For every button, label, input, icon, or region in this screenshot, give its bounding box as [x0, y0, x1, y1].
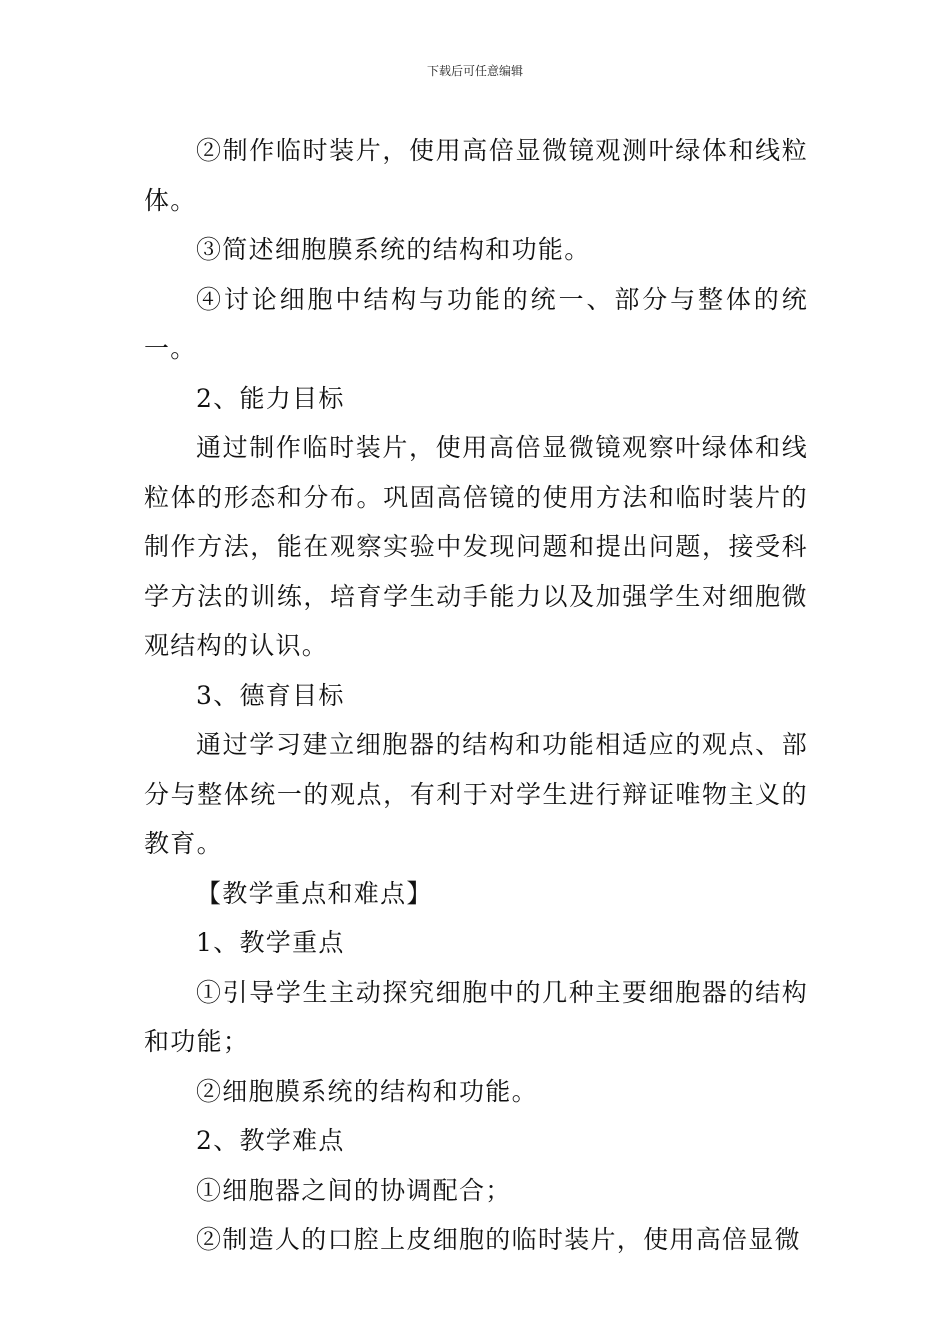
paragraph: ①细胞器之间的协调配合； — [196, 1175, 512, 1205]
document-body — [144, 126, 808, 1265]
paragraph: 通过制作临时装片，使用高倍显微镜观察叶绿体和线粒体的形态和分布。巩固高倍镜的使用方法和临时装片的制作方法，能在观察实验中发现问题和提出问题，接受科学方法的训练，培育学生动手能力以及加强学生对细胞微观结构的认识。 — [144, 433, 808, 660]
section-heading: 2、能力目标 — [196, 383, 345, 413]
section-heading: 1、教学重点 — [196, 928, 345, 957]
section-heading: 2、教学难点 — [196, 1126, 345, 1155]
paragraph: ④讨论细胞中结构与功能的统一、部分与整体的统一。 — [144, 284, 808, 363]
paragraph: ②细胞膜系统的结构和功能。 — [196, 1076, 538, 1106]
section-heading: 3、德育目标 — [196, 680, 345, 710]
paragraph: 通过学习建立细胞器的结构和功能相适应的观点、部分与整体统一的观点，有利于对学生进行辩证唯物主义的教育。 — [144, 730, 808, 858]
paragraph: ②制作临时装片，使用高倍显微镜观测叶绿体和线粒体。 — [144, 136, 808, 215]
paragraph: ①引导学生主动探究细胞中的几种主要细胞器的结构和功能； — [144, 977, 808, 1056]
section-heading: 【教学重点和难点】 — [196, 878, 433, 908]
paragraph: ③简述细胞膜系统的结构和功能。 — [196, 235, 591, 264]
page-header: 下载后可任意编辑 — [426, 64, 523, 78]
paragraph: ②制造人的口腔上皮细胞的临时装片，使用高倍显微 — [196, 1225, 801, 1254]
